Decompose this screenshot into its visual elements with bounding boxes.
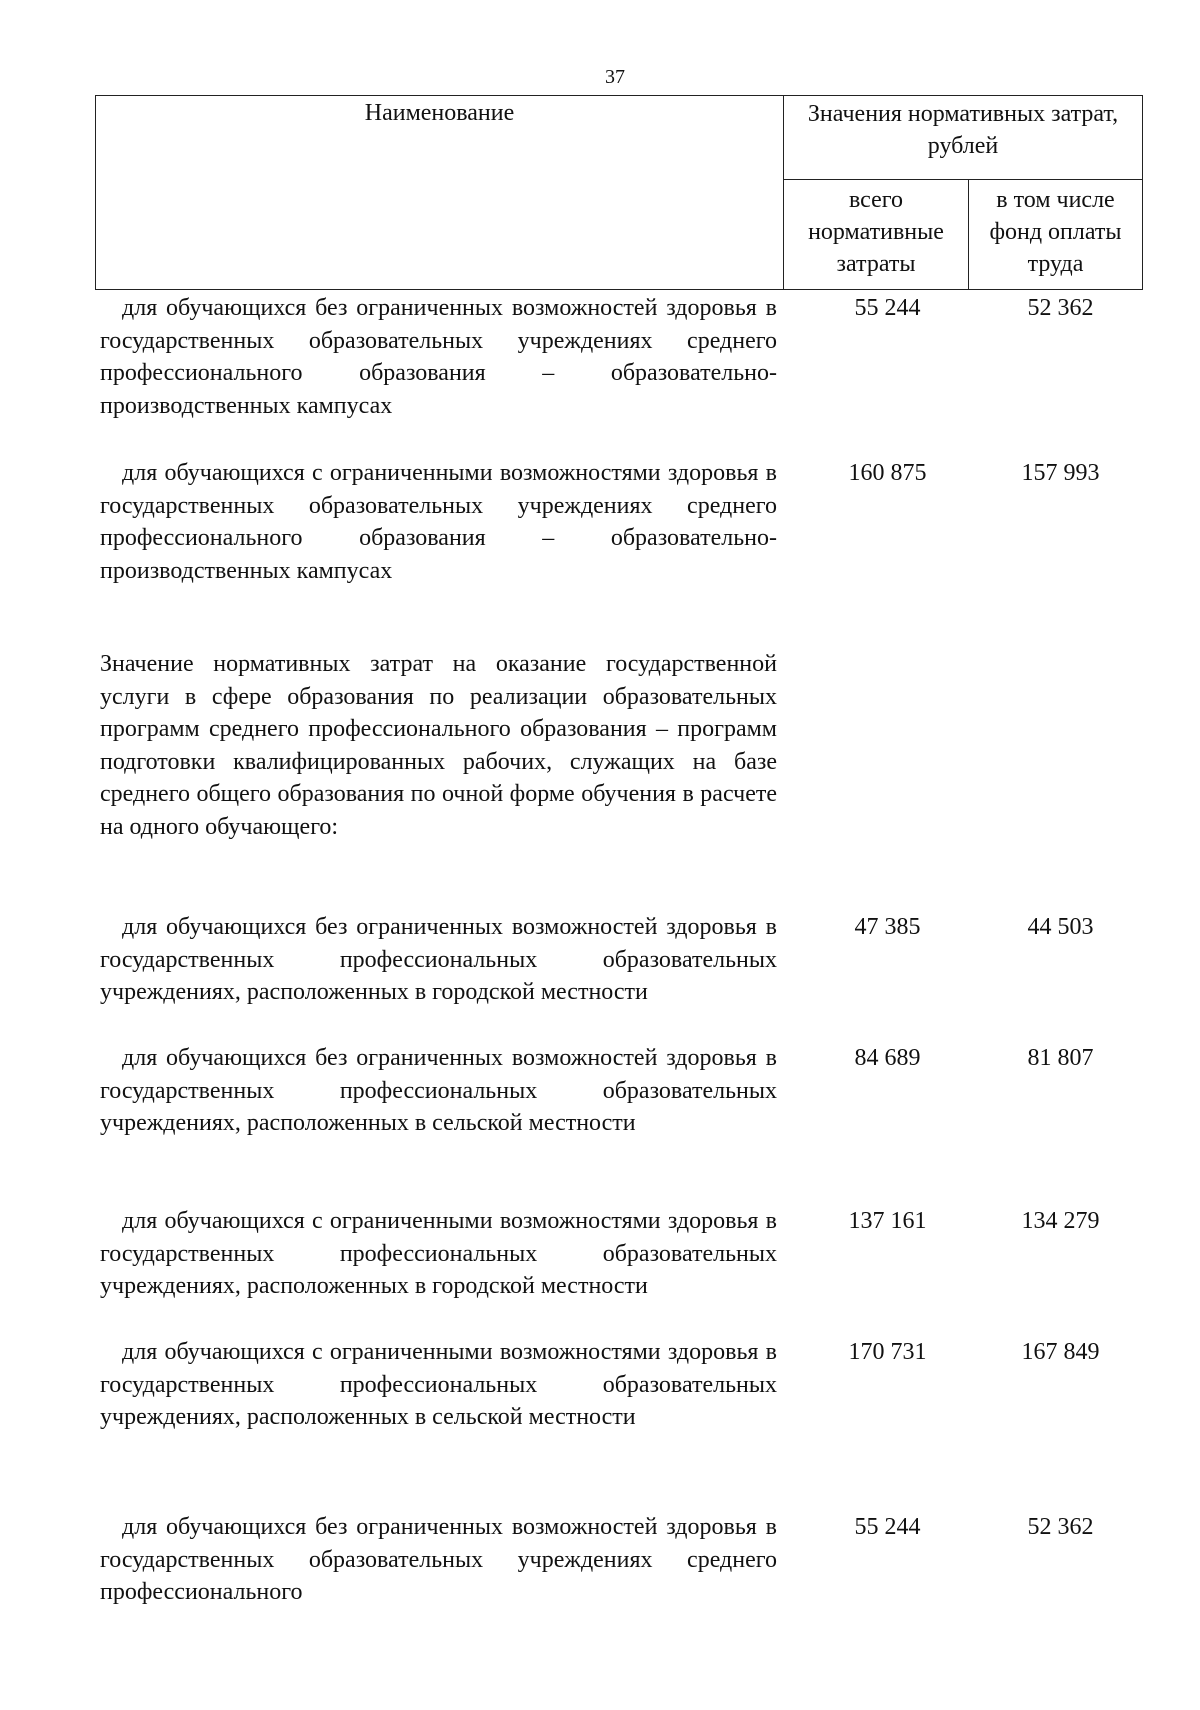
row-description: для обучающихся без ограниченных возможностей здоровья в государственных образовательных учреждениях среднего профессионального образования – образовательно-производственных кампусах [100, 295, 777, 419]
row-wage-value: 167 849 [1021, 1339, 1100, 1365]
row-description: для обучающихся с ограниченными возможностями здоровья в государственных образовательных учреждениях среднего профессионального образования – образовательно-производственных кампусах [100, 460, 777, 584]
row-wage-value: 157 993 [1021, 460, 1100, 486]
row-total-value: 160 875 [848, 460, 927, 486]
row-wage-value: 52 362 [1027, 1514, 1094, 1540]
header-name-column: Наименование [96, 96, 784, 289]
row-description: для обучающихся без ограниченных возможностей здоровья в государственных профессиональных образовательных учреждениях, расположенных в городской местности [100, 914, 777, 1006]
row-description: для обучающихся без ограниченных возможностей здоровья в государственных профессиональных образовательных учреждениях, расположенных в сельской местности [100, 1045, 777, 1137]
row-description: для обучающихся без ограниченных возможностей здоровья в государственных образовательных учреждениях среднего профессионального [100, 1514, 777, 1606]
row-wage-value: 52 362 [1027, 295, 1094, 321]
row-wage-value: 134 279 [1021, 1208, 1100, 1234]
row-total-value: 55 244 [854, 1514, 921, 1540]
header-total-column: всего нормативные затраты [784, 180, 969, 289]
section-heading-text: Значение нормативных затрат на оказание государственной услуги в сфере образования по реализации образовательных программ среднего профессионального образования – программ подготовки квалифицированных рабочих, служащих на базе среднего общего образования по очной форме обучения в расчете на одного обучающего: [100, 651, 777, 840]
row-total-value: 47 385 [854, 914, 921, 940]
row-total-value: 170 731 [848, 1339, 927, 1365]
row-total-value: 84 689 [854, 1045, 921, 1071]
row-total-value: 55 244 [854, 295, 921, 321]
row-wage-value: 44 503 [1027, 914, 1094, 940]
header-wage-fund-column: в том числе фонд оплаты труда [989, 187, 1122, 277]
row-description: для обучающихся с ограниченными возможностями здоровья в государственных профессиональных образовательных учреждениях, расположенных в сельской местности [100, 1339, 777, 1431]
page-number: 37 [605, 66, 625, 88]
header-values-title: Значения нормативных затрат, рублей [784, 96, 1142, 180]
row-total-value: 137 161 [848, 1208, 927, 1234]
row-description: для обучающихся с ограниченными возможностями здоровья в государственных профессиональных образовательных учреждениях, расположенных в городской местности [100, 1208, 777, 1300]
table-header [95, 95, 1143, 290]
row-wage-value: 81 807 [1027, 1045, 1094, 1071]
